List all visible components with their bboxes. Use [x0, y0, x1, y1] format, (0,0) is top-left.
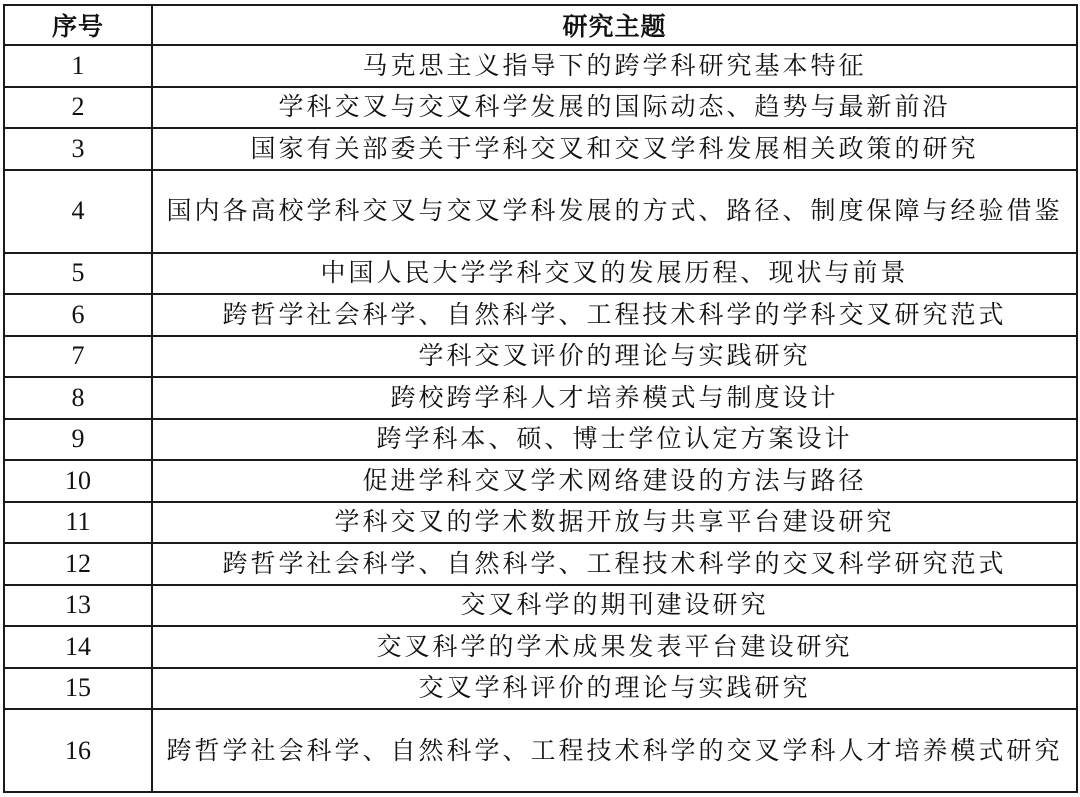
row-topic: 国家有关部委关于学科交叉和交叉学科发展相关政策的研究 [152, 128, 1077, 170]
row-index: 7 [4, 336, 152, 378]
table-row [4, 626, 1077, 668]
table-row [4, 668, 1077, 710]
table-header-row [4, 5, 1077, 45]
table-row [4, 377, 1077, 419]
table-row [4, 294, 1077, 336]
row-topic: 马克思主义指导下的跨学科研究基本特征 [152, 45, 1077, 87]
row-topic: 跨学科本、硕、博士学位认定方案设计 [152, 419, 1077, 461]
row-index: 1 [4, 45, 152, 87]
table-row [4, 87, 1077, 129]
row-index: 13 [4, 585, 152, 627]
row-index: 10 [4, 460, 152, 502]
row-topic: 促进学科交叉学术网络建设的方法与路径 [152, 460, 1077, 502]
row-index: 12 [4, 543, 152, 585]
table-row [4, 460, 1077, 502]
row-topic: 跨哲学社会科学、自然科学、工程技术科学的交叉学科人才培养模式研究 [152, 709, 1077, 792]
row-index: 4 [4, 170, 152, 253]
row-index: 11 [4, 502, 152, 544]
row-topic: 交叉科学的学术成果发表平台建设研究 [152, 626, 1077, 668]
row-index: 5 [4, 253, 152, 295]
row-topic: 跨校跨学科人才培养模式与制度设计 [152, 377, 1077, 419]
row-index: 8 [4, 377, 152, 419]
header-topic: 研究主题 [152, 5, 1077, 45]
row-index: 16 [4, 709, 152, 792]
table-row [4, 170, 1077, 253]
table-row [4, 128, 1077, 170]
table-row [4, 419, 1077, 461]
row-index: 6 [4, 294, 152, 336]
row-topic: 交叉学科评价的理论与实践研究 [152, 668, 1077, 710]
row-index: 15 [4, 668, 152, 710]
row-index: 2 [4, 87, 152, 129]
row-index: 9 [4, 419, 152, 461]
row-topic: 国内各高校学科交叉与交叉学科发展的方式、路径、制度保障与经验借鉴 [152, 170, 1077, 253]
row-topic: 学科交叉的学术数据开放与共享平台建设研究 [152, 502, 1077, 544]
row-topic: 交叉科学的期刊建设研究 [152, 585, 1077, 627]
row-index: 14 [4, 626, 152, 668]
row-index: 3 [4, 128, 152, 170]
row-topic: 学科交叉与交叉科学发展的国际动态、趋势与最新前沿 [152, 87, 1077, 129]
row-topic: 跨哲学社会科学、自然科学、工程技术科学的学科交叉研究范式 [152, 294, 1077, 336]
table-row [4, 253, 1077, 295]
table-row [4, 709, 1077, 792]
row-topic: 中国人民大学学科交叉的发展历程、现状与前景 [152, 253, 1077, 295]
table-row [4, 585, 1077, 627]
table-row [4, 502, 1077, 544]
table-row [4, 543, 1077, 585]
header-index: 序号 [4, 5, 152, 45]
row-topic: 学科交叉评价的理论与实践研究 [152, 336, 1077, 378]
table-row [4, 336, 1077, 378]
row-topic: 跨哲学社会科学、自然科学、工程技术科学的交叉科学研究范式 [152, 543, 1077, 585]
table-row [4, 45, 1077, 87]
research-topics-table [3, 4, 1078, 793]
